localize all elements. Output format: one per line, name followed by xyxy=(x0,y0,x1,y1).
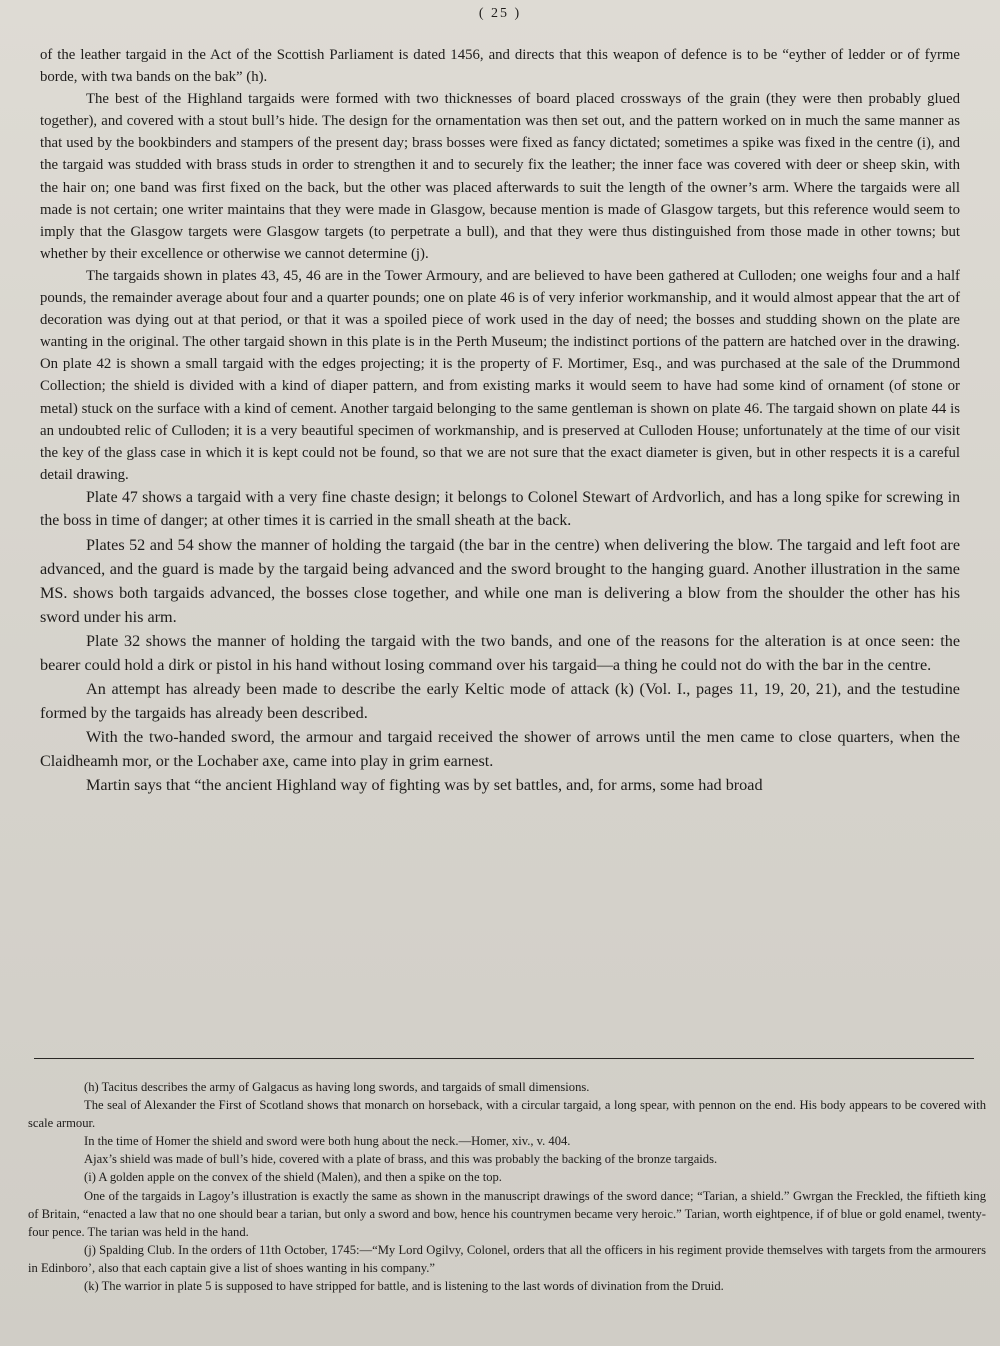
paragraph-8: With the two-handed sword, the armour and targaid received the shower of arrows until the men came to close quarters, when the Claidheamh mor, or the Lochaber axe, came into play in grim earnest. xyxy=(40,727,960,770)
paragraph-5: Plates 52 and 54 show the manner of holding the targaid (the bar in the centre) when delivering the blow. The targaid and left foot are advanced, and the guard is made by the targaid being advanced and the sword brought to the hanging guard. Another illustration in the same MS. shows both targaids advanced, the bosses close together, and while one man is delivering a blow from the shoulder the other has his sword under his arm. xyxy=(40,535,960,626)
paragraph-7: An attempt has already been made to describe the early Keltic mode of attack (k) (Vol. I., pages 11, 19, 20, 21), and the testudine formed by the targaids has already been described. xyxy=(40,679,960,722)
paragraph-9: Martin says that “the ancient Highland way of fighting was by set battles, and, for arms, some had broad xyxy=(86,775,763,794)
page-number: ( 25 ) xyxy=(478,6,522,21)
main-text xyxy=(40,44,960,797)
footnote-i: (i) A golden apple on the convex of the shield (Malen), and then a spike on the top. xyxy=(84,1170,502,1185)
footnote-k: (k) The warrior in plate 5 is supposed to have stripped for battle, and is listening to the last words of divination from the Druid. xyxy=(84,1279,724,1294)
paragraph-2: The best of the Highland targaids were formed with two thicknesses of board placed crossways of the grain (they were then probably glued together), and covered with a stout bull’s hide. The design for the ornamentation was then set out, and the pattern worked on in much the same manner as that used by the bookbinders and stampers of the present day; brass bosses were fixed as fancy dictated; sometimes a spike was fixed in the centre (i), and the targaid was studded with brass studs in order to strengthen it and to securely fix the leather; the inner face was covered with deer or sheep skin, with the hair on; one band was first fixed on the back, but the other was placed afterwards to suit the length of the owner’s arm. Where the targaids were all made is not certain; one writer maintains that they were made in Glasgow, because mention is made of Glasgow targets, but this reference would seem to imply that the Glasgow targets were Glasgow targets (to perpetrate a bull), and that they were thus distinguished from those made in other towns; but whether by their excellence or otherwise we cannot determine (j). xyxy=(40,91,960,262)
paragraph-3: The targaids shown in plates 43, 45, 46 are in the Tower Armoury, and are believed to have been gathered at Culloden; one weighs four and a half pounds, the remainder average about four and a quarter pounds; one on plate 46 is of very inferior workmanship, and it would almost appear that the art of decoration was dying out at that period, or that it was a spoiled piece of work used in the day of need; the bosses and studding shown on the plate are wanting in the original. The other targaid shown in this plate is in the Perth Museum; the indistinct portions of the pattern are hatched over in the drawing. On plate 42 is shown a small targaid with the edges projecting; it is the property of F. Mortimer, Esq., and was purchased at the sale of the Drummond Collection; the shield is divided with a kind of diaper pattern, and from existing marks it would seem to have had some kind of ornament (of stone or metal) stuck on the surface with a kind of cement. Another targaid belonging to the same gentleman is shown on plate 46. The targaid shown on plate 44 is an undoubted relic of Culloden; it is a very beautiful specimen of workmanship, and is preserved at Culloden House; unfortunately at the time of our visit the key of the glass case in which it is kept could not be found, so that we are not sure that the exact diameter is given, but in other respects it is a careful detail drawing. xyxy=(40,267,960,483)
paragraph-4: Plate 47 shows a targaid with a very fine chaste design; it belongs to Colonel Stewart of Ardvorlich, and has a long spike for screwing in the boss in time of danger; at other times it is carried in the small sheath at the back. xyxy=(40,488,960,530)
footnote-h-ajax: Ajax’s shield was made of bull’s hide, covered with a plate of brass, and this was probably the backing of the bronze targaids. xyxy=(84,1152,718,1167)
footnote-j: (j) Spalding Club. In the orders of 11th October, 1745:—“My Lord Ogilvy, Colonel, orders that all the officers in his regiment provide themselves with targets from the armourers in Edinboro’, also that each captain give a list of shoes wanting in his company.” xyxy=(28,1242,986,1275)
footnote-h-homer: In the time of Homer the shield and sword were both hung about the neck.—Homer, xiv., v. 404. xyxy=(84,1134,571,1149)
footnote-i-tarian: One of the targaids in Lagoy’s illustration is exactly the same as shown in the manuscript drawings of the sword dance; “Tarian, a shield.” Gwrgan the Freckled, the fiftieth king of Britain, “enacted a law that no one should bear a tarian, but only a sword and bow, hence his countrymen became very heroic.” Tarian, worth eightpence, if of blue or gold enamel, twenty-four pence. The tarian was held in the hand. xyxy=(28,1188,986,1239)
paragraph-6: Plate 32 shows the manner of holding the targaid with the two bands, and one of the reasons for the alteration is at once seen: the bearer could hold a dirk or pistol in his hand without losing command over his targaid—a thing he could not do with the bar in the centre. xyxy=(40,631,960,674)
paragraph-1: of the leather targaid in the Act of the Scottish Parliament is dated 1456, and directs that this weapon of defence is to be “eyther of ledder or of fyrme borde, with twa bands on the bak” (h). xyxy=(40,47,960,86)
footnote-divider xyxy=(34,1058,974,1059)
footnote-h-seal: The seal of Alexander the First of Scotland shows that monarch on horseback, with a circular targaid, a long spear, with pennon on the end. His body appears to be covered with scale armour. xyxy=(28,1098,986,1131)
footnotes xyxy=(28,1078,986,1295)
footnote-h: (h) Tacitus describes the army of Galgacus as having long swords, and targaids of small dimensions. xyxy=(84,1080,590,1094)
